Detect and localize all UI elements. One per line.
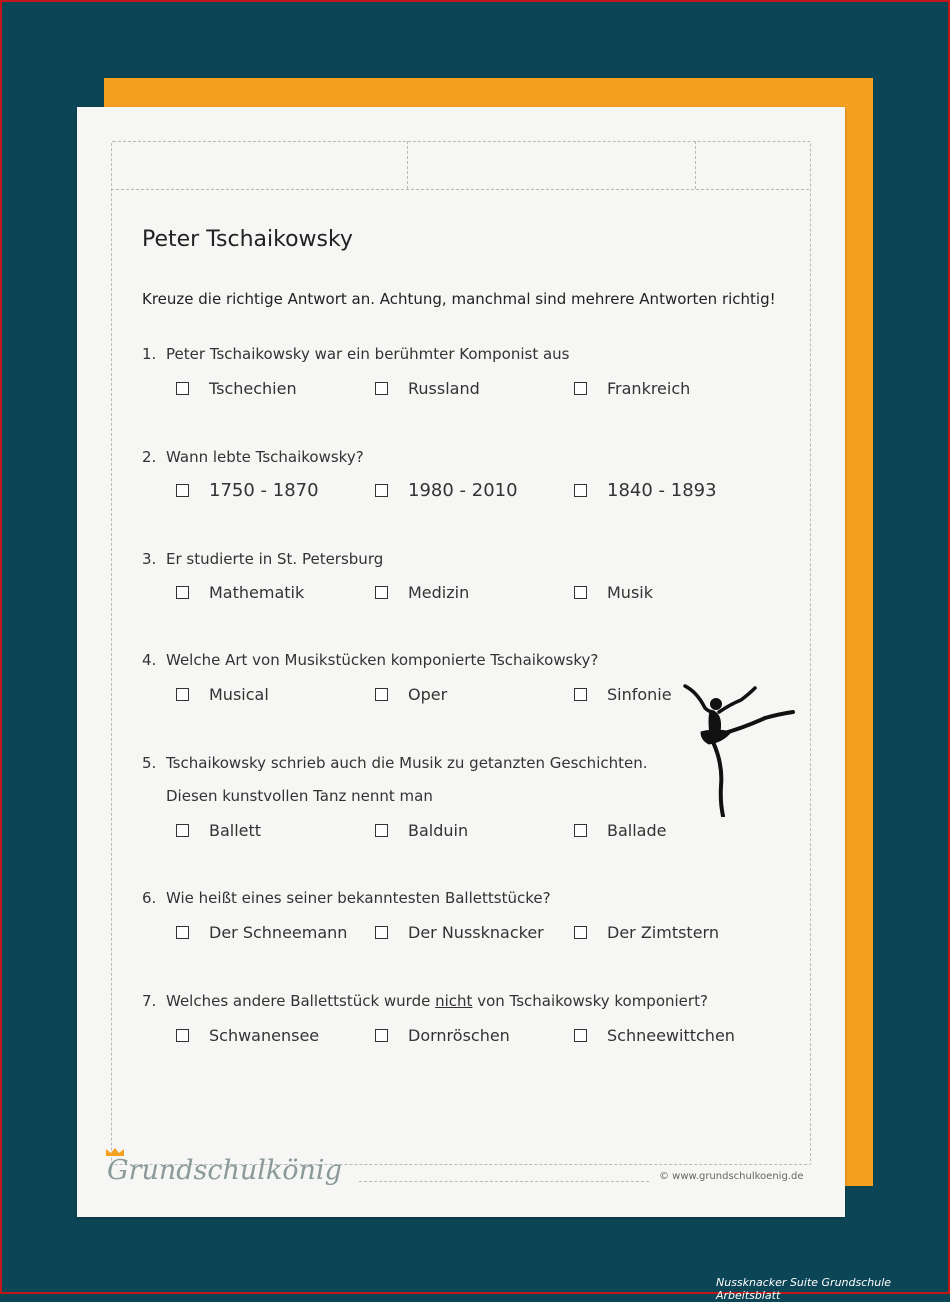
checkbox[interactable]: [574, 1029, 587, 1042]
question-5: [142, 754, 648, 772]
footer-divider: [359, 1181, 649, 1182]
question-text: Welche Art von Musikstücken komponierte Tschaikowsky?: [166, 651, 599, 669]
worksheet: [77, 107, 845, 1217]
checkbox[interactable]: [176, 382, 189, 395]
answer-label: Der Nussknacker: [408, 923, 544, 942]
question-6: [142, 889, 551, 907]
answer-option[interactable]: [574, 1026, 735, 1045]
question-number: 7.: [142, 992, 157, 1010]
question-number: 5.: [142, 754, 157, 772]
question-text: Wann lebte Tschaikowsky?: [166, 448, 364, 466]
checkbox[interactable]: [176, 586, 189, 599]
question-text-end: von Tschaikowsky komponiert?: [477, 992, 708, 1010]
brand-logo: Grundschulkönig: [107, 1155, 342, 1186]
answer-label: Medizin: [408, 583, 470, 602]
checkbox[interactable]: [375, 586, 388, 599]
question-number: 6.: [142, 889, 157, 907]
checkbox[interactable]: [574, 484, 587, 497]
answer-option[interactable]: [176, 821, 261, 840]
answer-option[interactable]: [176, 379, 297, 398]
checkbox[interactable]: [375, 484, 388, 497]
header-divider: [407, 141, 408, 189]
answer-label: Ballade: [607, 821, 667, 840]
answer-option[interactable]: [574, 685, 672, 704]
answer-option[interactable]: [176, 923, 347, 942]
question-2: [142, 448, 364, 466]
answer-label: Der Zimtstern: [607, 923, 719, 942]
question-4: [142, 651, 598, 669]
answer-label: Oper: [408, 685, 448, 704]
checkbox[interactable]: [574, 824, 587, 837]
question-text: Peter Tschaikowsky war ein berühmter Komponist aus: [166, 345, 570, 363]
underlined-word: nicht: [435, 992, 473, 1010]
question-number: 3.: [142, 550, 157, 568]
answer-label: Russland: [408, 379, 480, 398]
checkbox[interactable]: [375, 1029, 388, 1042]
name-date-header: [111, 141, 809, 190]
answer-label: 1980 - 2010: [408, 480, 518, 501]
image-caption: Nussknacker Suite Grundschule Arbeitsblatt: [716, 1276, 892, 1302]
answer-option[interactable]: [375, 480, 518, 501]
answer-option[interactable]: [375, 923, 544, 942]
question-number: 4.: [142, 651, 157, 669]
checkbox[interactable]: [176, 926, 189, 939]
checkbox[interactable]: [574, 926, 587, 939]
answer-option[interactable]: [176, 685, 269, 704]
answer-option[interactable]: [375, 583, 469, 602]
question-3: [142, 550, 383, 568]
answer-option[interactable]: [574, 583, 653, 602]
answer-option[interactable]: [375, 821, 468, 840]
checkbox[interactable]: [574, 688, 587, 701]
answer-label: Musik: [607, 583, 653, 602]
question-7: [142, 992, 708, 1010]
answer-label: Balduin: [408, 821, 469, 840]
answer-option[interactable]: [574, 821, 666, 840]
checkbox[interactable]: [176, 1029, 189, 1042]
question-text-start: Welches andere Ballettstück wurde: [166, 992, 431, 1010]
answer-option[interactable]: [375, 685, 447, 704]
question-number: 1.: [142, 345, 157, 363]
checkbox[interactable]: [176, 824, 189, 837]
answer-label: Tschechien: [209, 379, 297, 398]
instruction: Kreuze die richtige Antwort an. Achtung, manchmal sind mehrere Antworten richtig!: [142, 290, 776, 308]
checkbox[interactable]: [375, 382, 388, 395]
answer-option[interactable]: [375, 379, 480, 398]
answer-option[interactable]: [375, 1026, 510, 1045]
answer-label: Frankreich: [607, 379, 691, 398]
question-1: [142, 345, 569, 363]
answer-label: Musical: [209, 685, 269, 704]
answer-option[interactable]: [176, 480, 319, 501]
header-divider: [695, 141, 696, 189]
checkbox[interactable]: [375, 926, 388, 939]
answer-label: Schwanensee: [209, 1026, 320, 1045]
answer-option[interactable]: [176, 1026, 319, 1045]
question-number: 2.: [142, 448, 157, 466]
answer-option[interactable]: [574, 923, 719, 942]
answer-label: 1840 - 1893: [607, 480, 717, 501]
checkbox[interactable]: [375, 824, 388, 837]
checkbox[interactable]: [176, 688, 189, 701]
answer-label: 1750 - 1870: [209, 480, 319, 501]
answer-label: Sinfonie: [607, 685, 672, 704]
ballerina-silhouette-icon: [683, 682, 797, 817]
checkbox[interactable]: [574, 586, 587, 599]
answer-option[interactable]: [574, 480, 717, 501]
copyright-text: © www.grundschulkoenig.de: [659, 1171, 804, 1182]
answer-label: Ballett: [209, 821, 262, 840]
answer-option[interactable]: [574, 379, 690, 398]
answer-label: Schneewittchen: [607, 1026, 735, 1045]
checkbox[interactable]: [574, 382, 587, 395]
checkbox[interactable]: [375, 688, 388, 701]
worksheet-title: Peter Tschaikowsky: [142, 227, 353, 252]
question-text: Wie heißt eines seiner bekanntesten Ballettstücke?: [166, 889, 551, 907]
answer-option[interactable]: [176, 583, 304, 602]
checkbox[interactable]: [176, 484, 189, 497]
answer-label: Der Schneemann: [209, 923, 348, 942]
answer-label: Dornröschen: [408, 1026, 510, 1045]
answer-label: Mathematik: [209, 583, 305, 602]
question-text: Er studierte in St. Petersburg: [166, 550, 384, 568]
question-text: Tschaikowsky schrieb auch die Musik zu getanzten Geschichten.: [166, 754, 648, 772]
question-5-continued: Diesen kunstvollen Tanz nennt man: [166, 787, 433, 805]
